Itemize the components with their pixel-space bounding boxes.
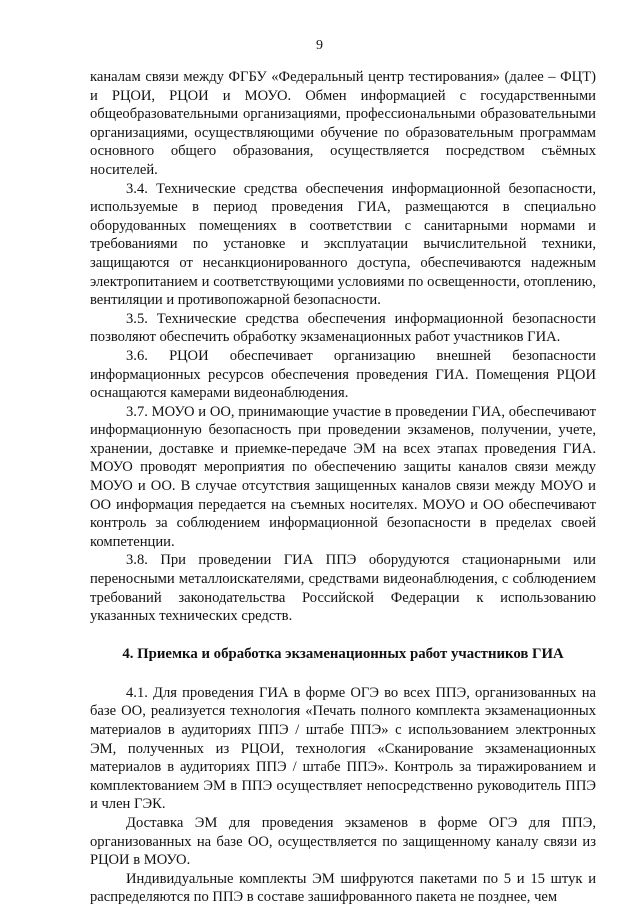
paragraph-3-6: 3.6. РЦОИ обеспечивает организацию внешней безопасности информационных ресурсов обеспечения проведения ГИА. Помещения РЦОИ оснащаются камерами видеонаблюдения. (90, 347, 596, 402)
paragraph-4-1: 4.1. Для проведения ГИА в форме ОГЭ во всех ППЭ, организованных на базе ОО, реализуется технология «Печать полного комплекта экзаменационных материалов в аудиториях ППЭ / штабе ППЭ» с использованием электронных ЭМ, полученных из РЦОИ, технология «Сканирование экзаменационных материалов в аудиториях ППЭ / штабе ППЭ». Контроль за тиражированием и комплектованием ЭМ в ППЭ осуществляет непосредственно руководитель ППЭ и член ГЭК. (90, 684, 596, 813)
paragraph-3-7: 3.7. МОУО и ОО, принимающие участие в проведении ГИА, обеспечивают информационную безопасность при проведении экзаменов, получении, учете, хранении, доставке и приемке-передаче ЭМ на всех этапах проведения ГИА. МОУО проводят мероприятия по обеспечению защиты каналов связи между МОУО и ОО. В случае отсутствия защищенных каналов связи между МОУО и ОО информация передается на съемных носителях. МОУО и ОО обеспечивают контроль за соблюдением информационной безопасности в пределах своей компетенции. (90, 403, 596, 550)
section-heading-4: 4. Приемка и обработка экзаменационных работ участников ГИА (122, 645, 564, 662)
paragraph-em-encryption: Индивидуальные комплекты ЭМ шифруются пакетами по 5 и 15 штук и распределяются по ППЭ в составе зашифрованного пакета не позднее, чем (90, 870, 596, 906)
paragraph-em-delivery: Доставка ЭМ для проведения экзаменов в форме ОГЭ для ППЭ, организованных на базе ОО, осуществляется по защищенному каналу связи из РЦОИ в МОУО. (90, 814, 596, 869)
document-body (90, 68, 596, 907)
paragraph-3-3-continued: каналам связи между ФГБУ «Федеральный центр тестирования» (далее – ФЦТ) и РЦОИ, РЦОИ и МОУО. Обмен информацией с государственными общеобразовательными организациями, профессиональными образовательными организациями, осуществляющими обучение по образовательным программам основного общего образования, осуществляется посредством съёмных носителей. (90, 69, 596, 178)
page-number: 9 (316, 38, 323, 53)
paragraph-3-5: 3.5. Технические средства обеспечения информационной безопасности позволяют обеспечить обработку экзаменационных работ участников ГИА. (90, 310, 596, 346)
paragraph-3-4: 3.4. Технические средства обеспечения информационной безопасности, используемые в период проведения ГИА, размещаются в специально оборудованных помещениях в соответствии с санитарными нормами и требованиями по установке и эксплуатации вычислительной техники, защищаются от несанкционированного доступа, обеспечиваются надежным электропитанием и соответствующими условиями по освещенности, отоплению, вентиляции и противопожарной безопасности. (90, 180, 596, 309)
paragraph-3-8: 3.8. При проведении ГИА ППЭ оборудуются стационарными или переносными металлоискателями, средствами видеонаблюдения, с соблюдением требований законодательства Российской Федерации к использованию указанных технических средств. (90, 552, 596, 625)
